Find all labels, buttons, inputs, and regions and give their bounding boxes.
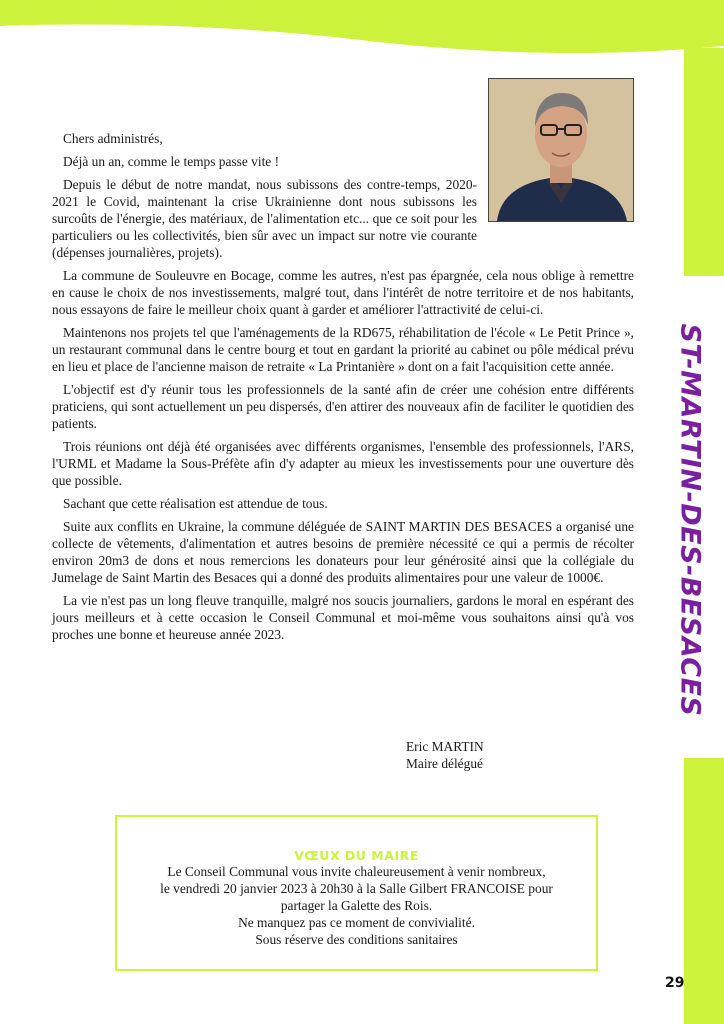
letter-paragraph: Suite aux conflits en Ukraine, la commune déléguée de SAINT MARTIN DES BESACES a organisé une collecte de vêtements, d'alimentation et autres besoins de première nécessité ce qui a permis de récolter environ 20m3 de dons et nous remercions les donateurs pour leur générosité ainsi que la collégiale du Jumelage de Saint Martin des Besaces qui a donné des produits alimentaires pour une valeur de 1000€.: [52, 519, 634, 585]
signature-block: [406, 738, 484, 772]
letter-paragraph: Depuis le début de notre mandat, nous subissons des contre-temps, 2020-2021 le Covid, maintenant la crise Ukrainienne dont nous subissons les surcoûts de l'énergie, des matériaux, de l'alimentation etc... que ce soit pour les particuliers ou les collectivités, bien sûr avec un impact sur notre vie courante (dépenses journalières, projets).: [52, 177, 477, 260]
invitation-line: le vendredi 20 janvier 2023 à 20h30 à la Salle Gilbert FRANCOISE pour: [160, 881, 553, 896]
letter-paragraph: Trois réunions ont déjà été organisées avec différents organismes, l'ensemble des professionnels, l'ARS, l'URML et Madame la Sous-Préfète afin d'y adapter au mieux les investissements pour une ouverture dès que possible.: [52, 439, 634, 488]
invitation-line: partager la Galette des Rois.: [280, 898, 433, 913]
letter-paragraph: Sachant que cette réalisation est attendue de tous.: [63, 496, 328, 511]
letter-paragraph: La commune de Souleuvre en Bocage, comme les autres, n'est pas épargnée, cela nous oblige à remettre en cause le choix de nos investissements, malgré tout, dans l'intérêt de notre territoire et de nos habitants, nous essayons de faire le meilleur choix quant à garder et améliorer l'attractivité de celui-ci.: [52, 268, 634, 317]
mayor-letter: [52, 130, 634, 649]
invitation-line: Sous réserve des conditions sanitaires: [255, 932, 458, 947]
side-accent-bar-top: [684, 48, 724, 276]
letter-paragraph: L'objectif est d'y réunir tous les professionnels de la santé afin de créer une cohésion entre différents praticiens, qui sont actuellement un peu dispersés, d'en attirer des nouveaux afin de faciliter le quotidien des patients.: [52, 382, 634, 431]
page-number: 29: [665, 975, 685, 991]
invitation-line: Le Conseil Communal vous invite chaleureusement à venir nombreux,: [167, 864, 546, 879]
letter-greeting: Chers administrés,: [63, 131, 163, 146]
side-commune-title: ST-MARTIN-DES-BESACES: [674, 323, 706, 717]
signature-role: Maire délégué: [406, 756, 483, 771]
letter-paragraph: La vie n'est pas un long fleuve tranquille, malgré nos soucis journaliers, gardons le moral en espérant des jours meilleurs et à cette occasion le Conseil Communal et moi-même vous souhaitons ainsi qu'à vos proches une bonne et heureuse année 2023.: [52, 593, 634, 642]
letter-paragraph: Maintenons nos projets tel que l'aménagements de la RD675, réhabilitation de l'école « Le Petit Prince », un restaurant communal dans le centre bourg et tout en gardant la priorité au cabinet ou pôle médical prévu en lieu et place de l'ancienne maison de retraite « La Printanière » dont on a fait l'acquisition cette année.: [52, 325, 634, 374]
invitation-line: Ne manquez pas ce moment de convivialité.: [238, 915, 475, 930]
signature-name: Eric MARTIN: [406, 739, 484, 754]
side-accent-bar-bottom: [684, 758, 724, 1024]
invitation-title: VŒUX DU MAIRE: [294, 848, 419, 863]
letter-paragraph: Déjà un an, comme le temps passe vite !: [63, 154, 280, 169]
invitation-box: [115, 815, 598, 971]
header-wave: [0, 0, 724, 70]
